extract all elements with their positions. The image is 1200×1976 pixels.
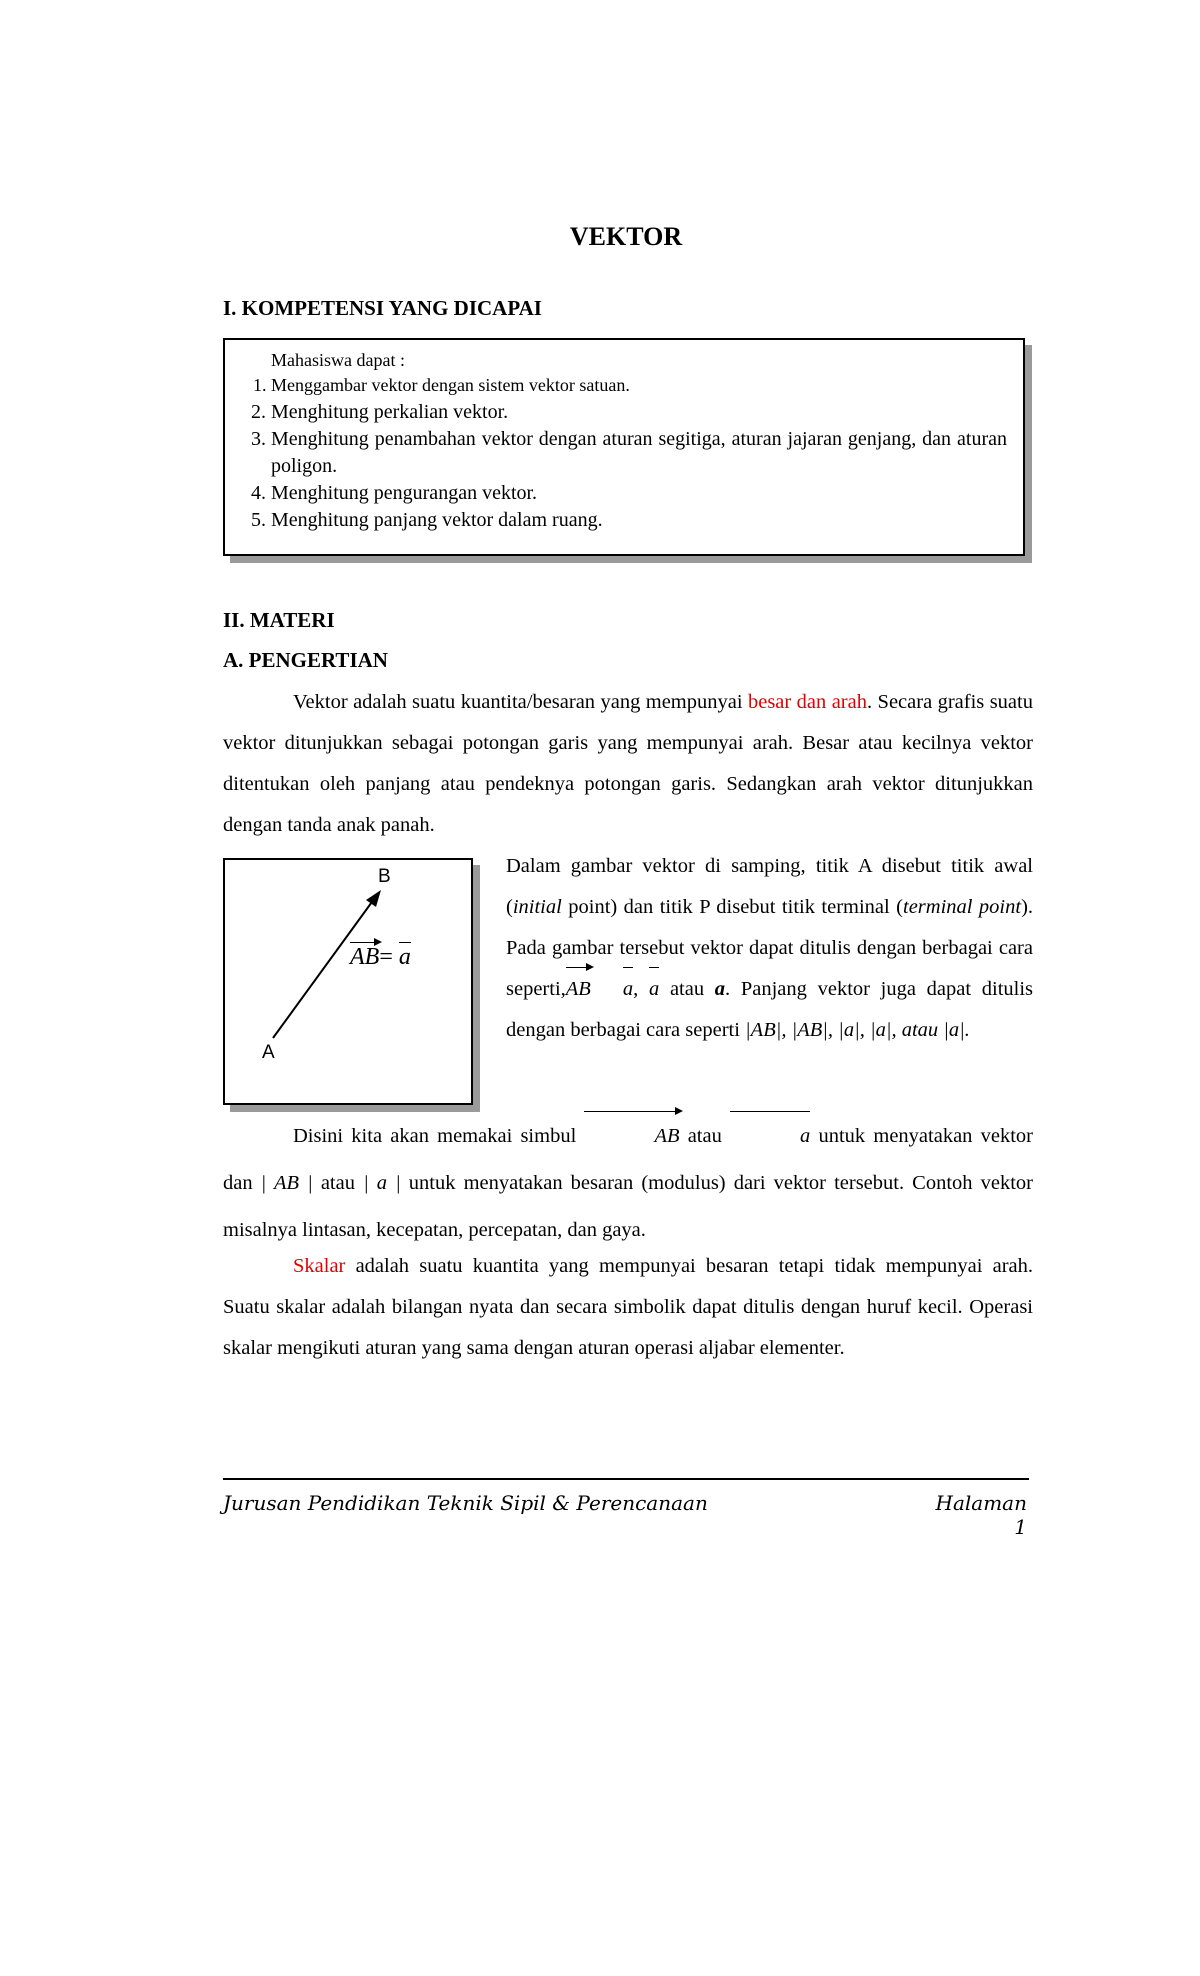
vector-ab: AB: [350, 944, 380, 970]
vector-figure: [223, 858, 473, 1105]
paragraph-symbols: Disini kita akan memakai simbul AB atau a untuk menyatakan vektor dan | AB | atau | a | untuk menyatakan besaran (modulus) dari vektor tersebut. Contoh vektor misalnya lintasan, kecepatan, percepatan, dan gaya.: [223, 1113, 1033, 1254]
list-item: 2. Menghitung perkalian vektor.: [271, 399, 1007, 426]
paragraph-definition: Vektor adalah suatu kuantita/besaran yang mempunyai besar dan arah. Secara grafis suatu vektor ditunjukkan sebagai potongan garis yang mempunyai arah. Besar atau kecilnya vektor ditentukan oleh panjang atau pendeknya potongan garis. Sedangkan arah vektor ditunjukkan dengan tanda anak panah.: [223, 691, 1033, 836]
highlight-text: besar dan arah: [747, 691, 867, 713]
competence-box: [223, 338, 1025, 556]
list-item: 5. Menghitung panjang vektor dalam ruang.: [271, 507, 1007, 534]
figure-vector-equation: AB= a: [350, 944, 411, 970]
vector-diagram: [225, 860, 471, 1103]
side-paragraph: Dalam gambar vektor di samping, titik A disebut titik awal (initial point) dan titik P disebut titik terminal (terminal point). Pada gambar tersebut vektor dapat ditulis dengan berbagai cara seperti,AB a, a atau a. Panjang vektor juga dapat ditulis dengan berbagai cara seperti |AB|, |AB|, |a|, |a|, atau |a|.: [506, 855, 1034, 1041]
list-item: 3. Menghitung penambahan vektor dengan aturan segitiga, aturan jajaran genjang, dan aturan poligon.: [271, 426, 1007, 480]
competence-intro: Mahasiswa dapat :: [271, 350, 405, 370]
footer-divider: [223, 1478, 1029, 1480]
footer-department: Jurusan Pendidikan Teknik Sipil & Perencanaan: [223, 1491, 708, 1515]
document-title: VEKTOR: [569, 222, 683, 251]
section-heading-materi: II. MATERI: [223, 608, 335, 632]
highlight-text: Skalar: [293, 1255, 346, 1277]
list-item: 1. Menggambar vektor dengan sistem vektor satuan.: [271, 372, 1007, 399]
paragraph-scalar: Skalar adalah suatu kuantita yang mempunyai besaran tetapi tidak mempunyai arah. Suatu skalar adalah bilangan nyata dan secara simbolik dapat ditulis dengan huruf kecil. Operasi skalar mengikuti aturan yang sama dengan aturan operasi aljabar elementer.: [223, 1255, 1033, 1359]
point-a-label: A: [262, 1042, 275, 1063]
modulus-notation: |AB|, |AB|, |a|, |a|, atau |a|.: [745, 1019, 970, 1041]
section-heading-competence: I. KOMPETENSI YANG DICAPAI: [223, 296, 542, 320]
vector-a: a: [398, 944, 411, 970]
list-item: 4. Menghitung pengurangan vektor.: [271, 480, 1007, 507]
subheading-pengertian: A. PENGERTIAN: [223, 648, 388, 672]
arrow-head-icon: [366, 890, 381, 907]
point-b-label: B: [378, 866, 391, 887]
footer-page-number: Halaman 1: [935, 1491, 1027, 1539]
competence-list: [225, 372, 1027, 534]
